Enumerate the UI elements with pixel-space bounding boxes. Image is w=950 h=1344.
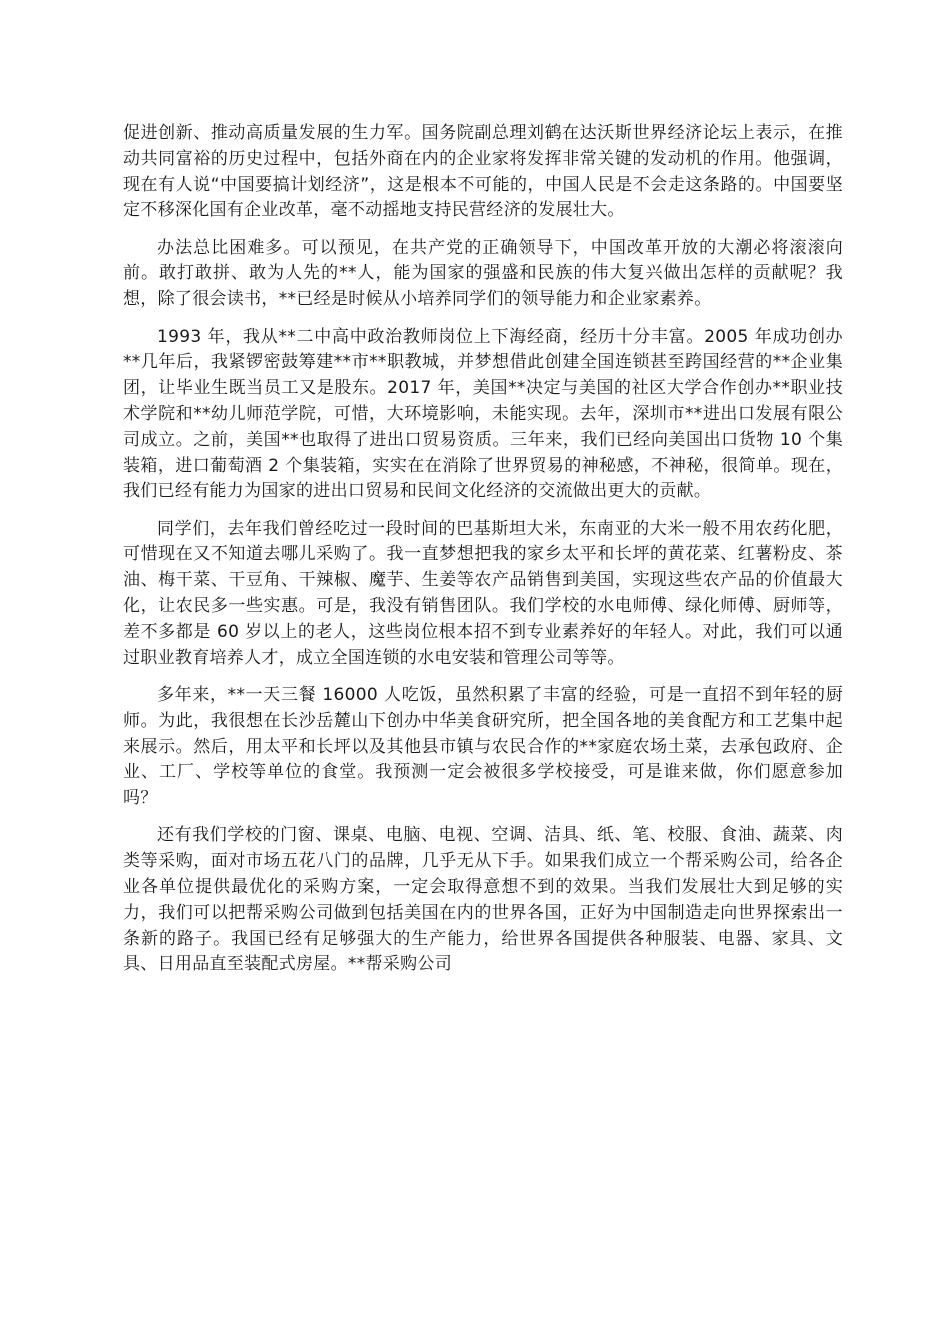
paragraph: 多年来，**一天三餐 16000 人吃饭，虽然积累了丰富的经验，可是一直招不到年轻的厨师。为此，我很想在长沙岳麓山下创办中华美食研究所，把全国各地的美食配方和工艺集中起来展示。然后，用太平和长坪以及其他县市镇与农民合作的**家庭农场土菜，去承包政府、企业、工厂、学校等单位的食堂。我预测一定会被很多学校接受，可是谁来做，你们愿意参加吗？ — [123, 684, 843, 809]
paragraph: 1993 年，我从**二中高中政治教师岗位上下海经商，经历十分丰富。2005 年成功创办**几年后，我紧锣密鼓筹建**市**职教城，并梦想借此创建全国连锁甚至跨国经营的**企业集团，让毕业生既当员工又是股东。2017 年，美国**决定与美国的社区大学合作创办**职业技术学院和**幼儿师范学院，可惜，大环境影响，未能实现。去年，深圳市**进出口发展有限公司成立。之前，美国**也取得了进出口贸易资质。三年来，我们已经向美国出口货物 10 个集装箱，进口葡萄酒 2 个集装箱，实实在在消除了世界贸易的神秘感，不神秘，很简单。现在，我们已经有能力为国家的进出口贸易和民间文化经济的交流做出更大的贡献。 — [123, 326, 843, 502]
paragraph: 办法总比困难多。可以预见，在共产党的正确领导下，中国改革开放的大潮必将滚滚向前。敢打敢拼、敢为人先的**人，能为国家的强盛和民族的伟大复兴做出怎样的贡献呢？我想，除了很会读书，**已经是时候从小培养同学们的领导能力和企业家素养。 — [123, 237, 843, 310]
paragraph: 还有我们学校的门窗、课桌、电脑、电视、空调、洁具、纸、笔、校服、食油、蔬菜、肉类等采购，面对市场五花八门的品牌，几乎无从下手。如果我们成立一个帮采购公司，给各企业各单位提供最优化的采购方案，一定会取得意想不到的效果。当我们发展壮大到足够的实力，我们可以把帮采购公司做到包括美国在内的世界各国，正好为中国制造走向世界探索出一条新的路子。我国已经有足够强大的生产能力，给世界各国提供各种服装、电器、家具、文具、日用品直至装配式房屋。**帮采购公司 — [123, 825, 843, 975]
document-body — [123, 121, 843, 990]
paragraph: 促进创新、推动高质量发展的生力军。国务院副总理刘鹤在达沃斯世界经济论坛上表示，在推动共同富裕的历史过程中，包括外商在内的企业家将发挥非常关键的发动机的作用。他强调，现在有人说“中国要搞计划经济”，这是根本不可能的，中国人民是不会走这条路的。中国要坚定不移深化国有企业改革，毫不动摇地支持民营经济的发展壮大。 — [123, 123, 843, 221]
paragraph: 同学们，去年我们曾经吃过一段时间的巴基斯坦大米，东南亚的大米一般不用农药化肥，可惜现在又不知道去哪儿采购了。我一直梦想把我的家乡太平和长坪的黄花菜、红薯粉皮、茶油、梅干菜、干豆角、干辣椒、魔芋、生姜等农产品销售到美国，实现这些农产品的价值最大化，让农民多一些实惠。可是，我没有销售团队。我们学校的水电师傅、绿化师傅、厨师等，差不多都是 60 岁以上的老人，这些岗位根本招不到专业素养好的年轻人。对此，我们可以通过职业教育培养人才，成立全国连锁的水电安装和管理公司等等。 — [123, 518, 843, 668]
